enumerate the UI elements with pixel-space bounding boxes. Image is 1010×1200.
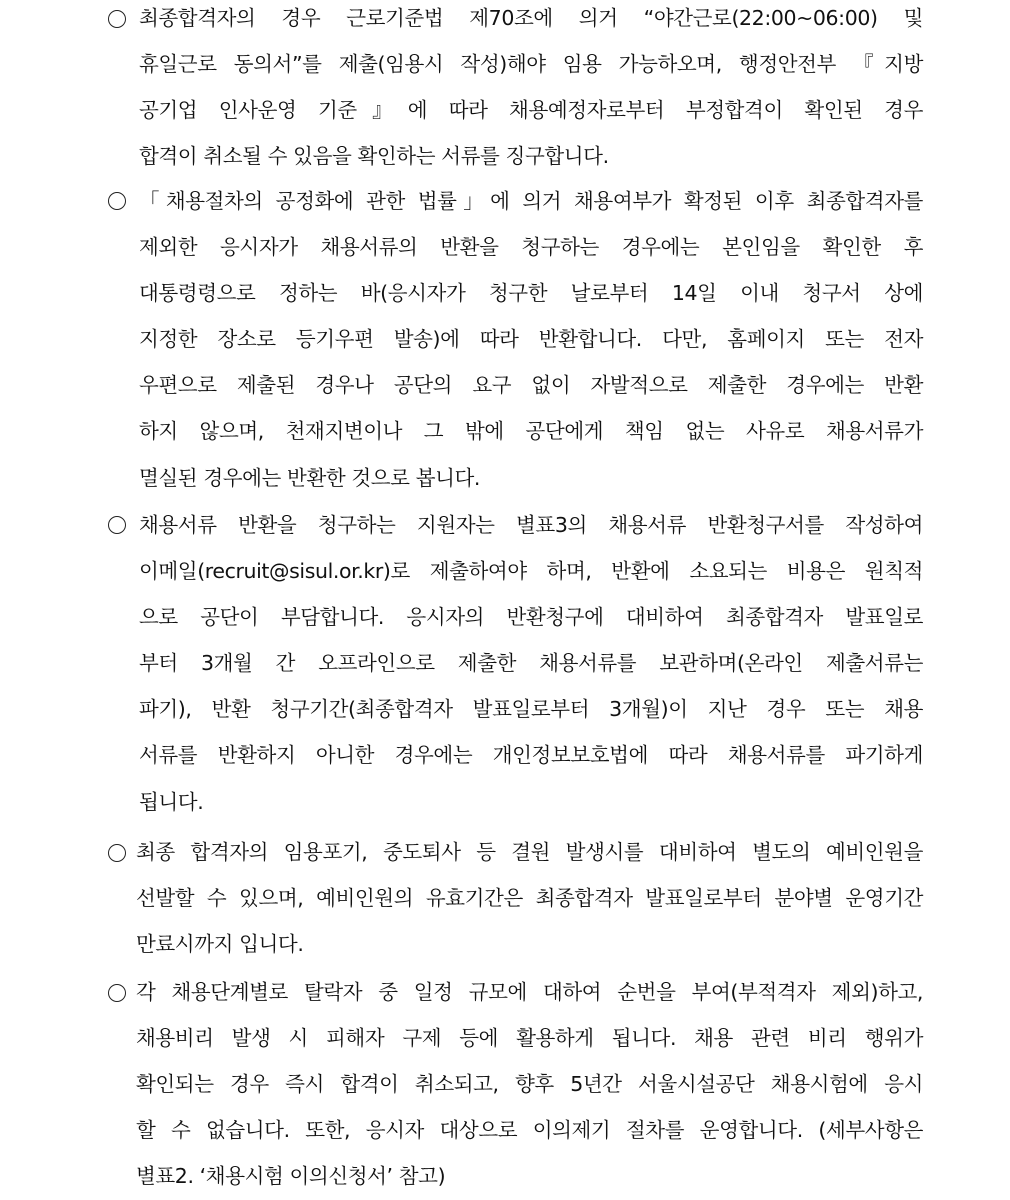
item-3-line-7: 됩니다. — [139, 790, 204, 814]
item-2-line-5: 우편으로 제출된 경우나 공단의 요구 없이 자발적으로 제출한 경우에는 반환 — [139, 373, 923, 397]
item-3-line-1: 채용서류 반환을 청구하는 지원자는 별표3의 채용서류 반환청구서를 작성하여 — [139, 513, 923, 537]
item-2-line-3: 대통령령으로 정하는 바(응시자가 청구한 날로부터 14일 이내 청구서 상에 — [139, 281, 923, 305]
item-2-line-7: 멸실된 경우에는 반환한 것으로 봅니다. — [139, 466, 481, 490]
item-4-line-2: 선발할 수 있으며, 예비인원의 유효기간은 최종합격자 발표일로부터 분야별 운영기간 — [136, 886, 923, 910]
item-1-line-3: 공기업 인사운영 기준』에 따라 채용예정자로부터 부정합격이 확인된 경우 — [139, 98, 923, 122]
item-5-line-1: 각 채용단계별로 탈락자 중 일정 규모에 대하여 순번을 부여(부적격자 제외)하고, — [136, 980, 923, 1004]
item-4-line-1: 최종 합격자의 임용포기, 중도퇴사 등 결원 발생시를 대비하여 별도의 예비인원을 — [136, 840, 923, 864]
item-3-line-6: 서류를 반환하지 아니한 경우에는 개인정보보호법에 따라 채용서류를 파기하게 — [139, 743, 923, 767]
item-2-line-4: 지정한 장소로 등기우편 발송)에 따라 반환합니다. 다만, 홈페이지 또는 전자 — [139, 327, 923, 351]
item-3-line-4: 부터 3개월 간 오프라인으로 제출한 채용서류를 보관하며(온라인 제출서류는 — [139, 651, 923, 675]
circle-bullet-icon — [108, 844, 126, 862]
item-3-line-2: 이메일(recruit@sisul.or.kr)로 제출하여야 하며, 반환에 소요되는 비용은 원칙적 — [139, 559, 923, 583]
item-2-line-6: 하지 않으며, 천재지변이나 그 밖에 공단에게 책임 없는 사유로 채용서류가 — [139, 419, 923, 443]
item-1-line-1: 최종합격자의 경우 근로기준법 제70조에 의거 “야간근로(22:00~06:00) 및 — [139, 6, 923, 30]
circle-bullet-icon — [108, 192, 126, 210]
item-1-line-4: 합격이 취소될 수 있음을 확인하는 서류를 징구합니다. — [139, 144, 609, 168]
item-5-line-2: 채용비리 발생 시 피해자 구제 등에 활용하게 됩니다. 채용 관련 비리 행위가 — [136, 1026, 923, 1050]
item-2-line-1: 「채용절차의 공정화에 관한 법률」에 의거 채용여부가 확정된 이후 최종합격자를 — [139, 189, 923, 213]
item-2-line-2: 제외한 응시자가 채용서류의 반환을 청구하는 경우에는 본인임을 확인한 후 — [139, 235, 923, 259]
item-3-line-3: 으로 공단이 부담합니다. 응시자의 반환청구에 대비하여 최종합격자 발표일로 — [139, 605, 923, 629]
item-4-line-3: 만료시까지 입니다. — [136, 932, 304, 956]
item-5-line-3: 확인되는 경우 즉시 합격이 취소되고, 향후 5년간 서울시설공단 채용시험에 응시 — [136, 1072, 923, 1096]
circle-bullet-icon — [108, 984, 126, 1002]
item-5-line-4: 할 수 없습니다. 또한, 응시자 대상으로 이의제기 절차를 운영합니다. (세부사항은 — [136, 1118, 923, 1142]
item-1-line-2: 휴일근로 동의서”를 제출(임용시 작성)해야 임용 가능하오며, 행정안전부 『지방 — [139, 52, 923, 76]
item-5-line-5: 별표2. ‘채용시험 이의신청서’ 참고) — [136, 1164, 446, 1188]
circle-bullet-icon — [108, 516, 126, 534]
circle-bullet-icon — [108, 10, 126, 28]
item-3-line-5: 파기), 반환 청구기간(최종합격자 발표일로부터 3개월)이 지난 경우 또는 채용 — [139, 697, 923, 721]
